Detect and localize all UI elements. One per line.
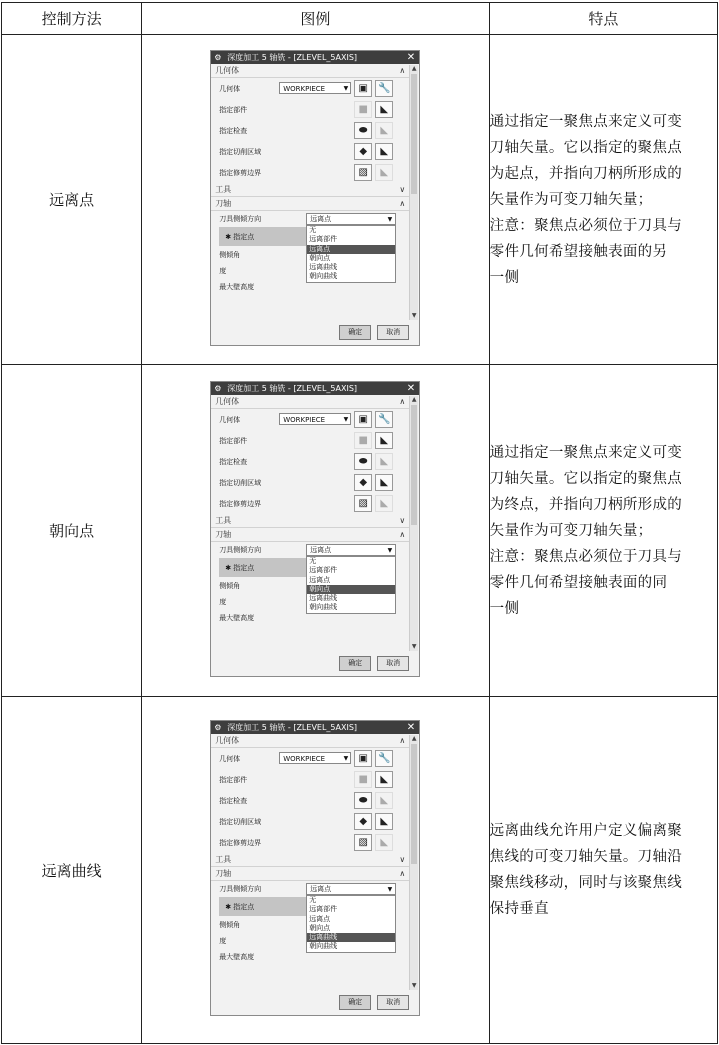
section-geometry-header[interactable]	[211, 64, 409, 78]
scroll-down-icon[interactable]: ▼	[411, 643, 417, 650]
section-label: 刀轴	[215, 530, 232, 539]
new-geometry-icon[interactable]: ▣	[354, 750, 372, 767]
geometry-value: WORKPIECE	[283, 416, 326, 424]
dropdown-arrow-icon: ▼	[343, 416, 349, 423]
gear-icon: ⚙	[214, 723, 222, 732]
desc-line: 通过指定一聚焦点来定义可变	[489, 444, 683, 461]
scrollbar[interactable]	[409, 396, 418, 651]
desc-line: 保持垂直	[489, 901, 549, 917]
cut-area-icon[interactable]: ◆	[354, 813, 372, 830]
cut-area-row	[211, 811, 409, 832]
flashlight-icon[interactable]: ◣	[375, 792, 393, 809]
section-label: 几何体	[215, 397, 240, 406]
flashlight-icon[interactable]: ◣	[375, 101, 393, 118]
geometry-row	[211, 409, 409, 430]
table-row	[2, 35, 718, 365]
check-body-icon[interactable]: ⬬	[354, 792, 372, 809]
dropdown-option[interactable]: 远离曲线	[309, 263, 338, 272]
section-axis-header[interactable]	[211, 867, 409, 881]
close-icon[interactable]: ✕	[406, 52, 416, 63]
specify-check-label: 指定检查	[219, 126, 248, 135]
trim-label: 指定修剪边界	[219, 838, 262, 847]
cut-area-label: 指定切削区域	[219, 817, 262, 826]
section-axis-header[interactable]	[211, 197, 409, 211]
flashlight-icon[interactable]: ◣	[375, 813, 393, 830]
section-axis-header[interactable]	[211, 528, 409, 542]
dropdown-option[interactable]: 无	[309, 557, 317, 565]
cut-area-row	[211, 472, 409, 493]
gear-icon: ⚙	[214, 384, 222, 393]
dropdown-option[interactable]: 无	[309, 896, 317, 904]
geometry-select[interactable]	[279, 82, 351, 94]
check-body-icon[interactable]: ⬬	[354, 122, 372, 139]
section-label: 工具	[215, 185, 232, 194]
desc-line: 为起点，并指向刀柄所形成的	[489, 165, 683, 182]
desc-line: 零件几何希望接触表面的同	[489, 574, 668, 591]
dropdown-option[interactable]: 远离点	[309, 575, 331, 584]
trim-boundary-icon[interactable]: ▧	[354, 164, 372, 181]
specify-part-row	[211, 769, 409, 790]
geometry-label: 几何体	[219, 84, 241, 93]
trim-label: 指定修剪边界	[219, 499, 262, 508]
tilt-angle-label: 侧倾角	[219, 921, 241, 929]
geometry-select[interactable]	[279, 752, 351, 764]
desc-cell	[489, 365, 717, 697]
flashlight-icon[interactable]: ◣	[375, 834, 393, 851]
chevron-down-icon[interactable]: ∨	[399, 855, 406, 864]
check-body-icon[interactable]: ⬬	[354, 453, 372, 470]
desc-line: 零件几何希望接触表面的另	[489, 243, 668, 260]
tilt-direction-value: 远离点	[310, 215, 332, 223]
header-figure: 图例	[142, 3, 489, 35]
geometry-label: 几何体	[219, 754, 241, 763]
dropdown-option[interactable]: 远离点	[307, 245, 395, 254]
new-geometry-icon[interactable]: ▣	[354, 80, 372, 97]
desc-line: 注意：聚焦点必须位于刀具与	[489, 217, 683, 234]
chevron-down-icon[interactable]: ∨	[399, 185, 406, 194]
dialog-title: 深度加工 5 轴铣 - [ZLEVEL_5AXIS]	[227, 384, 358, 393]
cancel-button[interactable]: 取消	[377, 325, 409, 340]
cut-area-label: 指定切削区域	[219, 478, 262, 487]
desc-line: 刀轴矢量。它以指定的聚焦点	[489, 470, 683, 487]
figure-cell	[142, 365, 489, 697]
scrollbar[interactable]	[409, 735, 418, 990]
scroll-up-icon[interactable]: ▲	[411, 65, 417, 72]
section-label: 几何体	[215, 66, 240, 75]
specify-check-row	[211, 790, 409, 811]
method-cell: 远离曲线	[2, 697, 142, 1044]
side-tilt-label: 刀具侧倾方向	[219, 215, 262, 223]
method-cell: 朝向点	[2, 365, 142, 697]
part-cube-icon[interactable]: ■	[354, 432, 372, 449]
cut-area-icon[interactable]: ◆	[354, 143, 372, 160]
section-label: 刀轴	[215, 199, 232, 208]
dropdown-arrow-icon: ▼	[387, 216, 393, 223]
cancel-button[interactable]: 取消	[377, 656, 409, 671]
dropdown-arrow-icon: ▼	[343, 85, 349, 92]
flashlight-icon[interactable]: ◣	[375, 143, 393, 160]
method-cell: 远离点	[2, 35, 142, 365]
specify-point-label: ✱ 指定点	[225, 903, 255, 911]
gear-icon: ⚙	[214, 53, 222, 62]
dropdown-option[interactable]: 远离曲线	[309, 594, 338, 603]
dialog-title: 深度加工 5 轴铣 - [ZLEVEL_5AXIS]	[227, 53, 358, 62]
specify-part-label: 指定部件	[219, 436, 248, 445]
tilt-direction-value: 远离点	[310, 885, 332, 893]
desc-line: 矢量作为可变刀轴矢量；	[489, 522, 653, 539]
dropdown-option[interactable]: 远离部件	[309, 566, 338, 575]
scroll-thumb[interactable]	[411, 74, 417, 194]
scroll-down-icon[interactable]: ▼	[411, 312, 417, 319]
geometry-select[interactable]	[279, 413, 351, 425]
max-wall-label: 最大壁高度	[219, 614, 255, 622]
tilt-angle-label: 侧倾角	[219, 582, 241, 590]
dropdown-option[interactable]: 远离部件	[309, 905, 338, 914]
flashlight-icon[interactable]: ◣	[375, 771, 393, 788]
dialog-window	[210, 720, 420, 1016]
tilt-direction-value: 远离点	[310, 546, 332, 554]
dropdown-option[interactable]: 朝向点	[309, 923, 331, 932]
part-cube-icon[interactable]: ■	[354, 101, 372, 118]
dropdown-option[interactable]: 远离曲线	[307, 933, 395, 942]
dropdown-option[interactable]: 远离部件	[309, 235, 338, 244]
dialog-window	[210, 50, 420, 346]
trim-boundary-icon[interactable]: ▧	[354, 495, 372, 512]
edit-wrench-icon[interactable]: 🔧	[375, 411, 393, 428]
chevron-up-icon[interactable]: ∧	[399, 736, 406, 745]
table-row	[2, 365, 718, 697]
tilt-direction-select[interactable]	[306, 544, 396, 556]
chevron-down-icon[interactable]: ∨	[399, 516, 406, 525]
dialog-titlebar	[211, 51, 419, 64]
dropdown-option[interactable]: 朝向曲线	[309, 603, 338, 612]
flashlight-icon[interactable]: ◣	[375, 122, 393, 139]
section-label: 几何体	[215, 736, 240, 745]
side-tilt-label: 刀具侧倾方向	[219, 885, 262, 893]
tilt-angle-label: 侧倾角	[219, 251, 241, 259]
new-geometry-icon[interactable]: ▣	[354, 411, 372, 428]
flashlight-icon[interactable]: ◣	[375, 453, 393, 470]
desc-cell	[489, 35, 717, 365]
degree-label: 度	[219, 937, 227, 945]
dropdown-list[interactable]	[306, 556, 396, 614]
tilt-direction-select[interactable]	[306, 213, 396, 225]
max-wall-label: 最大壁高度	[219, 283, 255, 291]
chevron-up-icon[interactable]: ∧	[399, 199, 406, 208]
dropdown-arrow-icon: ▼	[343, 755, 349, 762]
geometry-row	[211, 748, 409, 769]
trim-row	[211, 162, 409, 183]
dialog-titlebar	[211, 721, 419, 734]
cut-area-label: 指定切削区域	[219, 147, 262, 156]
dropdown-option[interactable]: 无	[309, 226, 317, 234]
geometry-value: WORKPIECE	[283, 755, 326, 763]
dialog-titlebar	[211, 382, 419, 395]
cut-area-icon[interactable]: ◆	[354, 474, 372, 491]
max-wall-label: 最大壁高度	[219, 953, 255, 961]
desc-line: 注意：聚焦点必须位于刀具与	[489, 548, 683, 565]
close-icon[interactable]: ✕	[406, 383, 416, 394]
scroll-up-icon[interactable]: ▲	[411, 396, 417, 403]
specify-part-row	[211, 430, 409, 451]
ok-button[interactable]: 确定	[339, 656, 371, 671]
chevron-up-icon[interactable]: ∧	[399, 869, 406, 878]
close-icon[interactable]: ✕	[406, 722, 416, 733]
trim-boundary-icon[interactable]: ▧	[354, 834, 372, 851]
section-label: 工具	[215, 855, 232, 864]
chevron-up-icon[interactable]: ∧	[399, 397, 406, 406]
figure-cell	[142, 35, 489, 365]
specify-part-label: 指定部件	[219, 105, 248, 114]
flashlight-icon[interactable]: ◣	[375, 432, 393, 449]
ok-button[interactable]: 确定	[339, 325, 371, 340]
dropdown-arrow-icon: ▼	[387, 886, 393, 893]
dropdown-list[interactable]	[306, 895, 396, 953]
degree-label: 度	[219, 267, 227, 275]
degree-label: 度	[219, 598, 227, 606]
flashlight-icon[interactable]: ◣	[375, 474, 393, 491]
dropdown-arrow-icon: ▼	[387, 547, 393, 554]
cancel-button[interactable]: 取消	[377, 995, 409, 1010]
flashlight-icon[interactable]: ◣	[375, 495, 393, 512]
flashlight-icon[interactable]: ◣	[375, 164, 393, 181]
desc-line: 远离曲线允许用户定义偏离聚	[489, 823, 683, 839]
section-label: 刀轴	[215, 869, 232, 878]
specify-part-label: 指定部件	[219, 775, 248, 784]
desc-line: 一侧	[489, 600, 520, 617]
chevron-up-icon[interactable]: ∧	[399, 66, 406, 75]
figure-cell	[142, 697, 489, 1044]
side-tilt-label: 刀具侧倾方向	[219, 546, 262, 554]
section-geometry-header[interactable]	[211, 734, 409, 748]
scroll-down-icon[interactable]: ▼	[411, 982, 417, 989]
header-row	[2, 3, 718, 35]
scroll-thumb[interactable]	[411, 744, 417, 864]
desc-line: 刀轴矢量。它以指定的聚焦点	[489, 139, 683, 156]
trim-row	[211, 832, 409, 853]
comparison-table	[1, 2, 718, 1044]
dialog-window	[210, 381, 420, 677]
specify-check-row	[211, 120, 409, 141]
dropdown-option[interactable]: 朝向曲线	[309, 272, 338, 281]
section-label: 工具	[215, 516, 232, 525]
specify-part-row	[211, 99, 409, 120]
cut-area-row	[211, 141, 409, 162]
table-row	[2, 697, 718, 1044]
desc-line: 通过指定一聚焦点来定义可变	[489, 113, 683, 130]
section-tool-header[interactable]	[211, 183, 409, 197]
dialog-title: 深度加工 5 轴铣 - [ZLEVEL_5AXIS]	[227, 723, 358, 732]
scroll-up-icon[interactable]: ▲	[411, 735, 417, 742]
desc-line: 焦线的可变刀轴矢量。刀轴沿	[489, 849, 683, 865]
trim-label: 指定修剪边界	[219, 168, 262, 177]
specify-check-label: 指定检查	[219, 457, 248, 466]
dropdown-option[interactable]: 朝向点	[307, 585, 395, 594]
specify-point-label: ✱ 指定点	[225, 233, 255, 241]
dropdown-option[interactable]: 朝向点	[309, 253, 331, 262]
dropdown-list[interactable]	[306, 225, 396, 283]
header-feature: 特点	[489, 3, 717, 35]
desc-cell	[489, 697, 717, 1044]
dropdown-option[interactable]: 朝向曲线	[309, 942, 338, 951]
specify-check-label: 指定检查	[219, 796, 248, 805]
trim-row	[211, 493, 409, 514]
part-cube-icon[interactable]: ■	[354, 771, 372, 788]
scrollbar[interactable]	[409, 65, 418, 320]
geometry-row	[211, 78, 409, 99]
geometry-value: WORKPIECE	[283, 85, 326, 93]
specify-point-label: ✱ 指定点	[225, 564, 255, 572]
section-geometry-header[interactable]	[211, 395, 409, 409]
header-method: 控制方法	[2, 3, 142, 35]
scroll-thumb[interactable]	[411, 405, 417, 525]
desc-line: 为终点，并指向刀柄所形成的	[489, 496, 683, 513]
edit-wrench-icon[interactable]: 🔧	[375, 750, 393, 767]
ok-button[interactable]: 确定	[339, 995, 371, 1010]
desc-line: 一侧	[489, 269, 520, 286]
tilt-direction-select[interactable]	[306, 883, 396, 895]
edit-wrench-icon[interactable]: 🔧	[375, 80, 393, 97]
chevron-up-icon[interactable]: ∧	[399, 530, 406, 539]
desc-line: 矢量作为可变刀轴矢量；	[489, 191, 653, 208]
desc-line: 聚焦线移动，同时与该聚焦线	[489, 875, 683, 891]
section-tool-header[interactable]	[211, 514, 409, 528]
dropdown-option[interactable]: 远离点	[309, 914, 331, 923]
specify-check-row	[211, 451, 409, 472]
geometry-label: 几何体	[219, 415, 241, 424]
section-tool-header[interactable]	[211, 853, 409, 867]
